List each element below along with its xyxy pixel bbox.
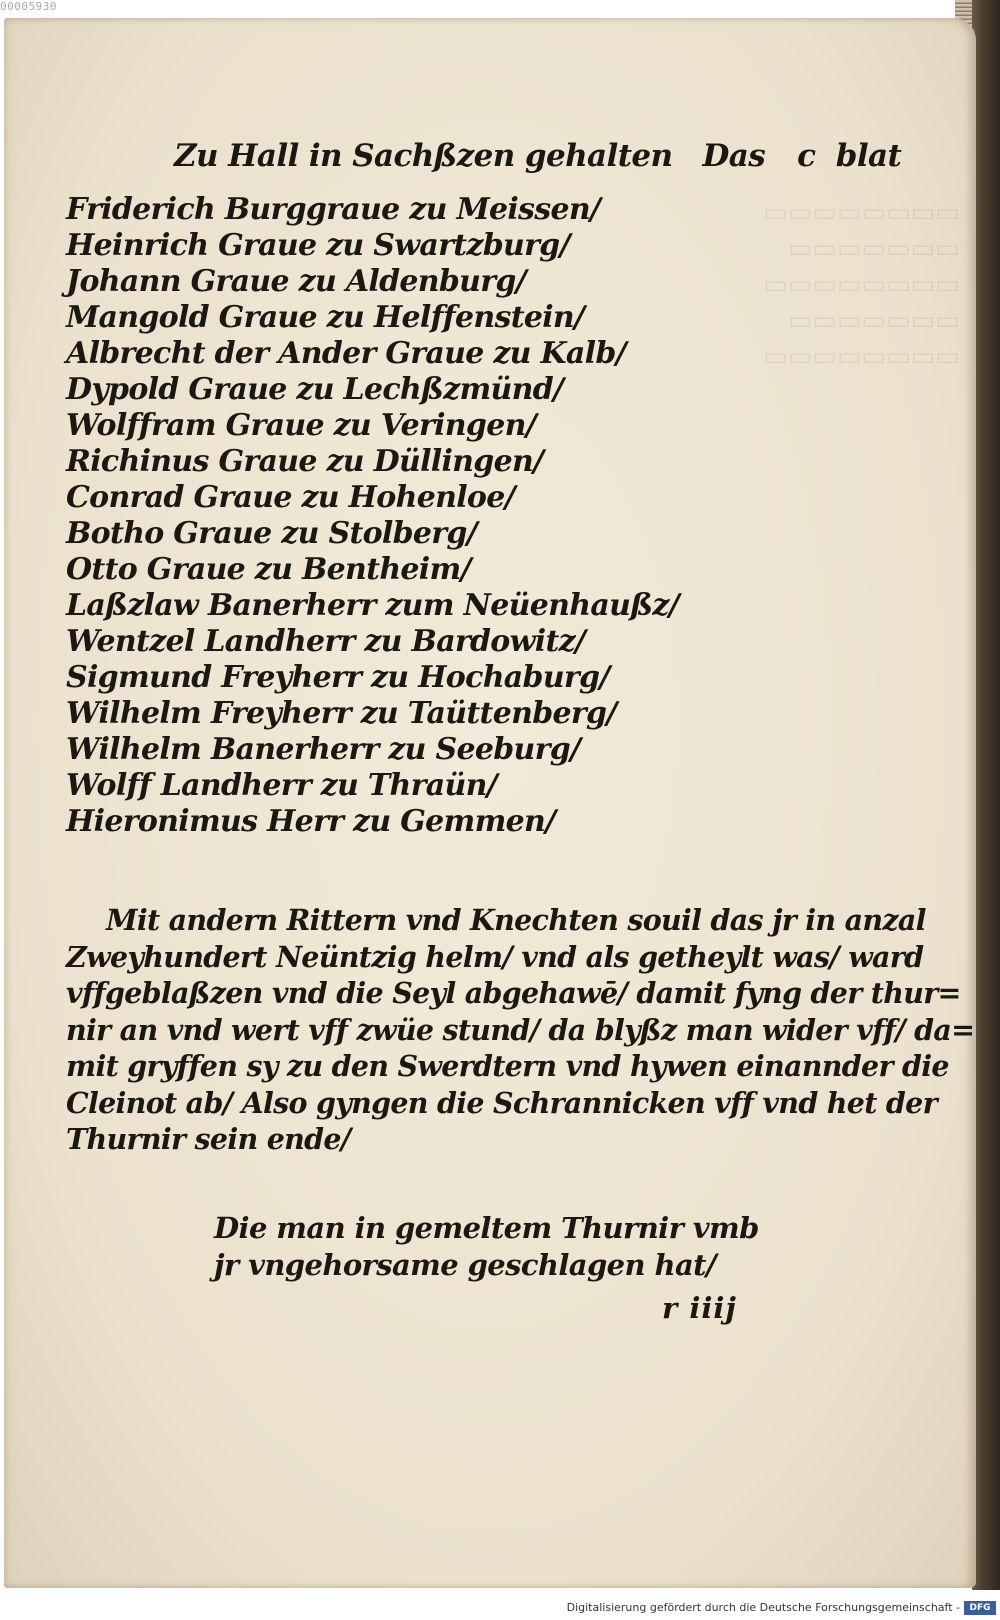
header-title: Zu Hall in Sachßzen gehalten	[174, 138, 673, 174]
closing-heading	[214, 1210, 759, 1284]
paragraph-line: nir an vnd wert vff zwüe stund/ da blyßz man wider vff/ da=	[66, 1012, 975, 1047]
dfg-logo-icon: DFG	[964, 1601, 996, 1615]
header-catchword: Das	[702, 138, 766, 174]
closing-line: jr vngehorsame geschlagen hat/	[214, 1248, 716, 1282]
name-line: Wilhelm Freyherr zu Taüttenberg/	[66, 696, 617, 731]
signature-mark: r iiij	[662, 1291, 737, 1325]
paragraph-line: Zweyhundert Neüntzig helm/ vnd als getheylt was/ ward	[66, 939, 924, 974]
paragraph-line: Cleinot ab/ Also gyngen die Schrannicken vff vnd het der	[66, 1085, 937, 1120]
name-line: Richinus Graue zu Düllingen/	[66, 444, 544, 479]
name-line: Dypold Graue zu Lechßzmünd/	[66, 372, 564, 407]
name-line: Albrecht der Ander Graue zu Kalb/	[66, 336, 626, 371]
name-line: Hieronimus Herr zu Gemmen/	[66, 804, 556, 839]
name-line: Wentzel Landherr zu Bardowitz/	[66, 624, 586, 659]
paragraph-line: Mit andern Rittern vnd Knechten souil das jr in anzal	[106, 903, 926, 937]
page-header	[174, 138, 901, 174]
book-spine-edge	[972, 0, 1000, 1590]
closing-line: Die man in gemeltem Thurnir vmb	[214, 1211, 759, 1245]
paragraph-line: Thurnir sein ende/	[66, 1122, 351, 1156]
name-list	[66, 192, 679, 840]
paragraph-line: mit gryffen sy zu den Swerdtern vnd hywen einannder die	[66, 1049, 949, 1083]
name-line: Mangold Graue zu Helffenstein/	[66, 300, 585, 335]
name-line: Wolff Landherr zu Thraün/	[66, 768, 497, 803]
name-line: Friderich Burggraue zu Meissen/	[66, 192, 601, 227]
name-line: Wilhelm Banerherr zu Seeburg/	[66, 732, 581, 767]
header-folio: blat	[835, 138, 902, 174]
name-line: Wolffram Graue zu Veringen/	[66, 408, 536, 443]
name-line: Botho Graue zu Stolberg/	[66, 516, 477, 551]
name-line: Laßzlaw Banerherr zum Neüenhaußz/	[66, 588, 679, 623]
show-through-text: ▭▭▭▭▭▭▭▭	[763, 342, 960, 372]
show-through-text: ▭▭▭▭▭▭▭	[788, 306, 960, 336]
funding-footer: Digitalisierung gefördert durch die Deutsche Forschungsgemeinschaft -	[566, 1601, 960, 1614]
show-through-text: ▭▭▭▭▭▭▭▭	[763, 198, 960, 228]
name-line: Heinrich Graue zu Swartzburg/	[66, 228, 570, 263]
show-through-text: ▭▭▭▭▭▭▭▭	[763, 270, 960, 300]
show-through-text: ▭▭▭▭▭▭▭	[788, 234, 960, 264]
header-mark: c	[797, 138, 816, 174]
body-paragraph	[66, 902, 974, 1158]
name-line: Sigmund Freyherr zu Hochaburg/	[66, 660, 610, 695]
scan-id-label: 00005930	[0, 0, 57, 13]
name-line: Conrad Graue zu Hohenloe/	[66, 480, 515, 515]
paragraph-line: vffgeblaßzen vnd die Seyl abgehawē/ damit fyng der thur=	[66, 976, 961, 1010]
name-line: Johann Graue zu Aldenburg/	[66, 264, 526, 299]
name-line: Otto Graue zu Bentheim/	[66, 552, 471, 587]
